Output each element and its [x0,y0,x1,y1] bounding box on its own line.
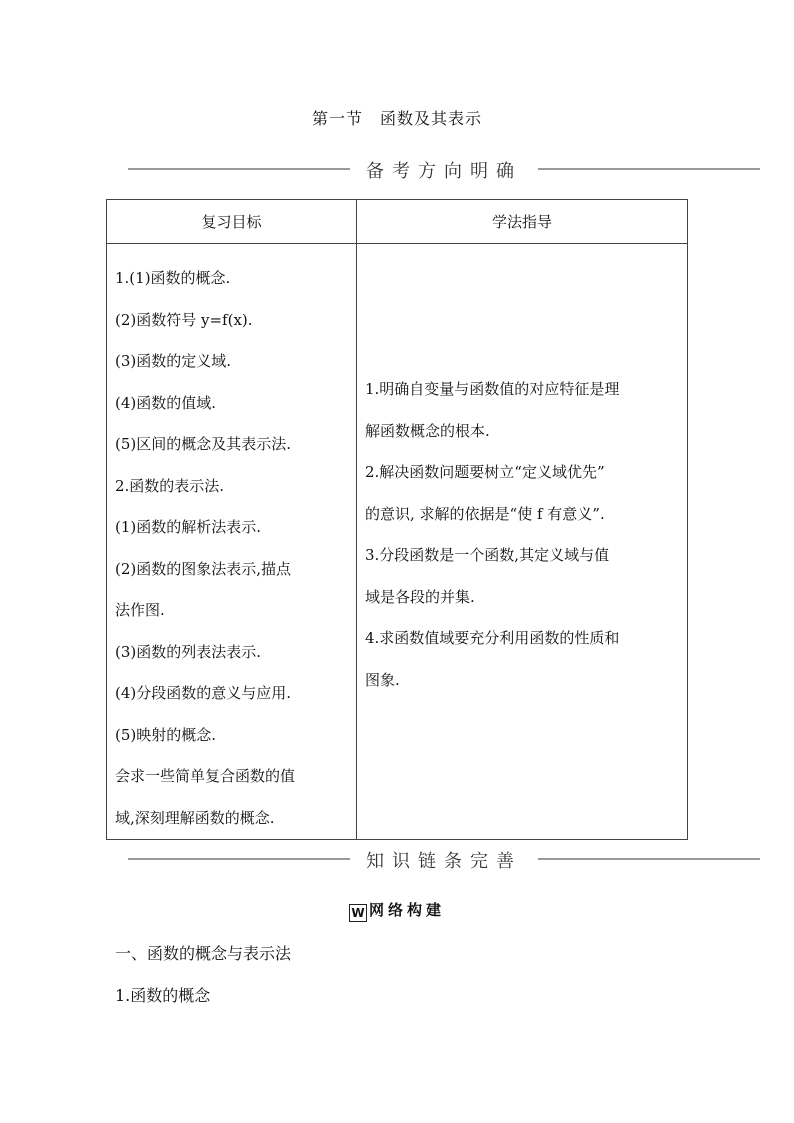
review-goal-line: (5)区间的概念及其表示法. [115,435,292,453]
review-goal-line: (2)函数的图象法表示,描点 [115,559,292,578]
study-guide-line: 2.解决函数问题要树立“定义域优先” [365,463,605,481]
section-label: 备考方向明确 [366,161,522,182]
review-goal-line: 法作图. [115,601,165,619]
review-goal-line: (1)函数的解析法表示. [115,518,262,536]
review-goal-line: 会求一些简单复合函数的值 [115,767,296,785]
study-guide-line: 图象. [365,670,400,689]
divider-line-right [538,168,760,170]
study-guide-line: 解函数概念的根本. [365,421,490,440]
section-divider-preparation [128,157,760,181]
study-plan-table [106,199,688,840]
study-guide-list [357,244,687,701]
heading-function-concept: 1.函数的概念 [115,986,211,1005]
study-guide-line: 1.明确自变量与函数值的对应特征是理 [365,380,620,398]
divider-line-right [538,858,760,860]
table-header-row [107,200,688,244]
review-goal-line: (3)函数的定义域. [115,352,232,370]
divider-line-left [128,858,350,860]
section-divider-knowledge [128,847,760,871]
divider-line-left [128,168,350,170]
review-goal-line: (4)分段函数的意义与应用. [115,684,292,702]
study-guide-cell [357,244,688,840]
header-study-guide: 学法指导 [357,200,688,244]
review-goal-line: (4)函数的值域. [115,393,217,412]
review-goals-list [107,244,356,839]
review-goal-line: 1.(1)函数的概念. [115,269,231,287]
review-goal-line: (3)函数的列表法表示. [115,642,262,661]
review-goal-line: (5)映射的概念. [115,725,217,744]
review-goals-cell [107,244,357,840]
study-guide-line: 的意识, 求解的依据是“使 f 有意义”. [365,504,605,523]
study-guide-line: 4.求函数值域要充分利用函数的性质和 [365,629,620,647]
review-goal-line: 域,深刻理解函数的概念. [115,808,275,827]
study-guide-line: 3.分段函数是一个函数,其定义域与值 [365,546,610,564]
heading-function-concept-representation: 一、函数的概念与表示法 [115,944,292,963]
network-construction-heading [0,899,794,922]
header-review-goals: 复习目标 [107,200,357,244]
section-label: 知识链条完善 [366,851,522,872]
study-guide-line: 域是各段的并集. [365,587,475,606]
page-title: 第一节 函数及其表示 [311,109,482,128]
review-goal-line: (2)函数符号 y=f(x). [115,310,253,329]
subsection-label: 网络构建 [368,901,445,919]
w-badge-icon: W [349,904,367,922]
table-row [107,244,688,840]
review-goal-line: 2.函数的表示法. [115,476,225,495]
